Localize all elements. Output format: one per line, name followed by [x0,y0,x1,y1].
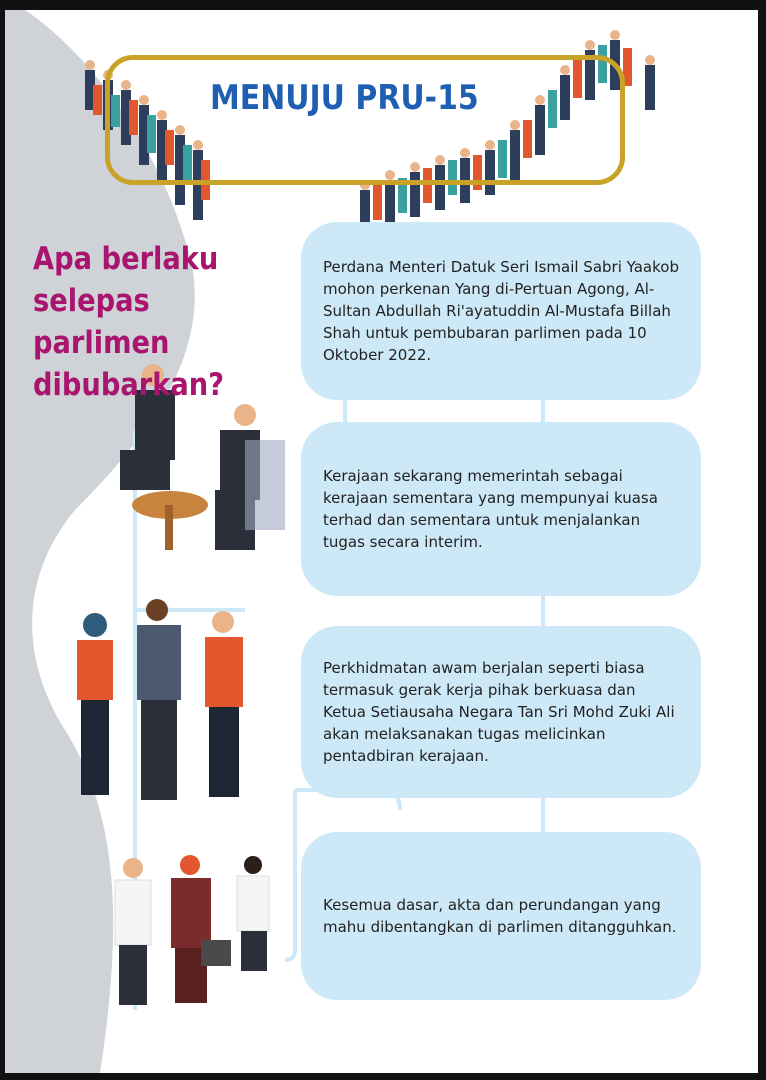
step-box-4 [301,832,701,1000]
step-text-4: Kesemua dasar, akta dan perundangan yang mahu dibentangkan di parlimen ditangguhkan. [323,896,677,936]
step-box-1 [301,222,701,400]
step-box-3 [301,626,701,798]
title-frame [105,55,625,185]
step-text-1: Perdana Menteri Datuk Seri Ismail Sabri Yaakob mohon perkenan Yang di-Pertuan Agong, Al-Sultan Abdullah Ri'ayatuddin Al-Mustafa Billah Shah untuk pembubaran parlimen pada 10 Oktober 2022. [323,258,679,364]
step-text-3: Perkhidmatan awam berjalan seperti biasa termasuk gerak kerja pihak berkuasa dan Ketua Setiausaha Negara Tan Sri Mohd Zuki Ali akan melaksanakan tugas melicinkan pentadbiran kerajaan. [323,659,675,765]
question-line-3: dibubarkan? [33,367,225,403]
poster [5,10,758,1073]
question-line-1: Apa berlaku [33,241,219,277]
question-line-2: selepas parlimen [33,283,170,361]
walking-workers-illustration [115,855,269,1005]
question-heading [33,238,271,406]
poster-title: MENUJU PRU-15 [210,78,479,118]
step-text-2: Kerajaan sekarang memerintah sebagai kerajaan sementara yang mempunyai kuasa terhad dan sementara untuk menjalankan tugas secara interim. [323,467,658,551]
step-box-2 [301,422,701,596]
office-workers-illustration [77,599,243,800]
connector-3 [541,798,545,832]
connector-1 [541,400,545,422]
connector-2 [541,596,545,626]
